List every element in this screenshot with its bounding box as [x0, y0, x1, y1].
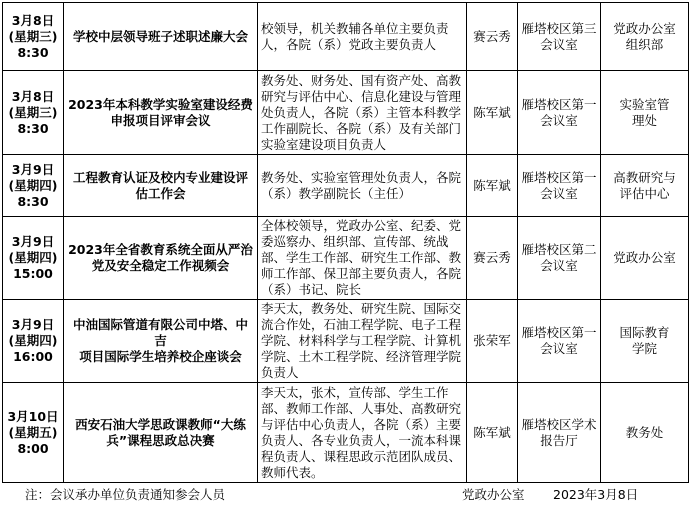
place-line: 报告厅 — [540, 432, 578, 448]
weekday: (星期三) — [8, 104, 58, 120]
topic-line: 项目国际学生培养校企座谈会 — [79, 349, 242, 364]
time-cell — [3, 3, 64, 71]
date: 3月9日 — [11, 317, 55, 332]
organizer-cell — [601, 155, 689, 217]
place-line: 会议室 — [540, 36, 578, 52]
organizer-line: 组织部 — [625, 36, 664, 52]
organizer-cell — [601, 300, 689, 383]
time: 16:00 — [13, 349, 53, 364]
table-row — [3, 71, 689, 155]
organizer-line: 党政办公室 — [613, 250, 676, 265]
host-cell: 赛云秀 — [467, 3, 518, 71]
place-line: 会议室 — [540, 258, 578, 273]
place-line: 雁塔校区学术 — [521, 416, 597, 432]
organizer-cell — [601, 383, 689, 483]
time: 8:00 — [17, 440, 49, 456]
attendees-cell: 教务处、财务处、国有资产处、高教研究与评估中心、信息化建设与管理处负责人，各院（系）主管本科教学工作副院长、各院（系）及有关部门实验室建设项目负责人 — [258, 71, 467, 155]
attendees-cell: 全体校领导，党政办公室、纪委、党委巡察办、组织部、宣传部、统战部、学生工作部、研究生工作部、教师工作部、保卫部主要负责人，各院（系）书记、院长 — [258, 217, 467, 300]
footer-office: 党政办公室 — [462, 487, 525, 502]
table-row — [3, 383, 689, 483]
organizer-cell — [601, 71, 689, 155]
meeting-schedule-table — [2, 2, 689, 483]
host-cell: 赛云秀 — [467, 217, 518, 300]
time-cell — [3, 155, 64, 217]
time-cell — [3, 71, 64, 155]
date: 3月8日 — [11, 12, 55, 28]
topic-line: 2023年全省教育系统全面从严治 — [68, 242, 253, 257]
place-line: 会议室 — [540, 112, 578, 128]
place-line: 雁塔校区第一 — [521, 96, 597, 112]
weekday: (星期五) — [8, 424, 58, 440]
place-cell — [518, 155, 601, 217]
host-cell: 张荣军 — [467, 300, 518, 383]
topic-line: 工程教育认证及校内专业建设评 — [72, 169, 248, 185]
place-line: 雁塔校区第一 — [521, 169, 597, 185]
organizer-line: 教务处 — [625, 424, 664, 440]
weekday: (星期三) — [8, 28, 58, 44]
place-line: 会议室 — [540, 185, 578, 201]
organizer-line: 理处 — [631, 112, 657, 128]
organizer-line: 高教研究与 — [613, 169, 676, 185]
topic-line: 2023年本科教学实验室建设经费 — [68, 96, 253, 112]
time-cell — [3, 300, 64, 383]
organizer-line: 评估中心 — [619, 185, 670, 201]
date: 3月10日 — [7, 408, 59, 424]
place-line: 雁塔校区第一 — [521, 325, 597, 340]
place-cell — [518, 300, 601, 383]
organizer-cell — [601, 3, 689, 71]
organizer-line: 实验室管 — [619, 96, 670, 112]
date: 3月8日 — [11, 88, 55, 104]
place-cell — [518, 3, 601, 71]
place-cell — [518, 383, 601, 483]
topic-cell — [64, 217, 258, 300]
time: 8:30 — [17, 44, 49, 60]
topic-cell — [64, 3, 258, 71]
date: 3月9日 — [11, 234, 55, 249]
weekday: (星期四) — [8, 250, 58, 265]
host-cell: 陈军斌 — [467, 383, 518, 483]
attendees-cell: 校领导，机关教辅各单位主要负责人，各院（系）党政主要负责人 — [258, 3, 467, 71]
place-line: 雁塔校区第二 — [521, 242, 597, 257]
table-row — [3, 3, 689, 71]
topic-line: 申报项目评审会议 — [110, 112, 211, 128]
time: 15:00 — [13, 266, 53, 281]
organizer-line: 国际教育 — [619, 325, 670, 340]
topic-line: 西安石油大学思政课教师“大练 — [75, 416, 246, 432]
topic-line: 兵”课程思政总决赛 — [106, 432, 215, 448]
footer-note: 注：会议承办单位负责通知参会人员 — [25, 487, 226, 502]
organizer-line: 学院 — [631, 341, 657, 356]
topic-cell — [64, 71, 258, 155]
weekday: (星期四) — [8, 333, 58, 348]
footer-date: 2023年3月8日 — [553, 487, 639, 502]
organizer-cell — [601, 217, 689, 300]
attendees-cell: 李天太，张术，宣传部、学生工作部、教师工作部、人事处、高教研究与评估中心负责人，各院（系）主要负责人、各专业负责人，一流本科课程负责人、课程思政示范团队成员、教师代表。 — [258, 383, 467, 483]
host-cell: 陈军斌 — [467, 71, 518, 155]
time-cell — [3, 217, 64, 300]
table-row — [3, 217, 689, 300]
topic-line: 中油国际管道有限公司中塔、中吉 — [72, 317, 248, 348]
topic-cell — [64, 383, 258, 483]
footer — [0, 485, 690, 505]
time: 8:30 — [17, 120, 49, 136]
table-row — [3, 300, 689, 383]
place-line: 雁塔校区第三 — [521, 20, 597, 36]
table-row — [3, 155, 689, 217]
topic-line: 党及安全稳定工作视频会 — [91, 258, 230, 273]
topic-cell — [64, 300, 258, 383]
topic-cell — [64, 155, 258, 217]
topic-line: 学校中层领导班子述职述廉大会 — [72, 28, 248, 44]
attendees-cell: 李天太，教务处、研究生院、国际交流合作处，石油工程学院、电子工程学院、材料科学与工程学院、计算机学院、土木工程学院、经济管理学院负责人 — [258, 300, 467, 383]
time-cell — [3, 383, 64, 483]
place-cell — [518, 217, 601, 300]
attendees-cell: 教务处、实验室管理处负责人，各院（系）教学副院长（主任） — [258, 155, 467, 217]
place-cell — [518, 71, 601, 155]
place-line: 会议室 — [540, 341, 578, 356]
host-cell: 陈军斌 — [467, 155, 518, 217]
weekday: (星期四) — [8, 177, 58, 193]
organizer-line: 党政办公室 — [613, 20, 676, 36]
topic-line: 估工作会 — [135, 185, 186, 201]
time: 8:30 — [17, 193, 49, 209]
date: 3月9日 — [11, 161, 55, 177]
